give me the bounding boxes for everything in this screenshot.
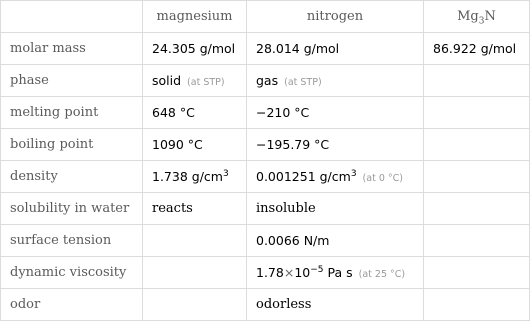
cell-value: insoluble [247, 193, 424, 225]
table-row [1, 33, 530, 65]
cell-empty [424, 129, 530, 161]
cell-value: −195.79 °C [247, 129, 424, 161]
cell-empty [424, 65, 530, 97]
cell-empty [143, 257, 247, 289]
row-label: odor [1, 289, 143, 321]
unit-text: Pa s [323, 265, 353, 280]
cell-value: odorless [247, 289, 424, 321]
row-label: boiling point [1, 129, 143, 161]
condition-note: (at 25 °C) [358, 269, 406, 280]
table-row [1, 225, 530, 257]
cell-empty [424, 161, 530, 193]
row-label: surface tension [1, 225, 143, 257]
cell-empty [424, 257, 530, 289]
times-sign: × [283, 265, 295, 280]
header-magnesium: magnesium [143, 1, 247, 33]
header-nitrogen: nitrogen [247, 1, 424, 33]
cell-empty [424, 225, 530, 257]
mantissa: 1.78 [256, 265, 284, 280]
cell-value: 1090 °C [143, 129, 247, 161]
condition-note: (at STP) [187, 77, 225, 88]
header-mg3n-tail: N [484, 9, 496, 24]
header-magnesium-nitride [424, 1, 530, 33]
cell-value [247, 257, 424, 289]
table-row [1, 97, 530, 129]
cell-value: reacts [143, 193, 247, 225]
condition-note: (at 0 °C) [362, 173, 403, 184]
unit-exponent: 3 [350, 168, 357, 179]
cell-empty [143, 289, 247, 321]
value-text: solid [152, 73, 182, 88]
table-row [1, 193, 530, 225]
condition-note: (at STP) [284, 77, 322, 88]
cell-value: 24.305 g/mol [143, 33, 247, 65]
power-exponent: −5 [310, 264, 324, 275]
header-mg3n-base: Mg [457, 9, 479, 24]
value-text: gas [256, 73, 279, 88]
cell-empty [424, 97, 530, 129]
table-row [1, 65, 530, 97]
cell-value: 28.014 g/mol [247, 33, 424, 65]
cell-value [143, 65, 247, 97]
unit-exponent: 3 [222, 168, 229, 179]
cell-value [247, 161, 424, 193]
table-row [1, 161, 530, 193]
row-label: solubility in water [1, 193, 143, 225]
cell-value: 648 °C [143, 97, 247, 129]
cell-value: −210 °C [247, 97, 424, 129]
row-label: phase [1, 65, 143, 97]
header-mg3n-sub: 3 [478, 16, 485, 27]
row-label: density [1, 161, 143, 193]
value-text: 1.738 g/cm [152, 169, 223, 184]
power-base: 10 [294, 265, 311, 280]
row-label: molar mass [1, 33, 143, 65]
table-row [1, 129, 530, 161]
cell-value: 0.0066 N/m [247, 225, 424, 257]
cell-value: 86.922 g/mol [424, 33, 530, 65]
row-label: dynamic viscosity [1, 257, 143, 289]
cell-value [247, 65, 424, 97]
table-row [1, 257, 530, 289]
row-label: melting point [1, 97, 143, 129]
header-row [1, 1, 530, 33]
header-blank [1, 1, 143, 33]
table-row [1, 289, 530, 321]
cell-empty [424, 289, 530, 321]
cell-empty [424, 193, 530, 225]
value-text: 0.001251 g/cm [256, 169, 351, 184]
cell-empty [143, 225, 247, 257]
cell-value [143, 161, 247, 193]
